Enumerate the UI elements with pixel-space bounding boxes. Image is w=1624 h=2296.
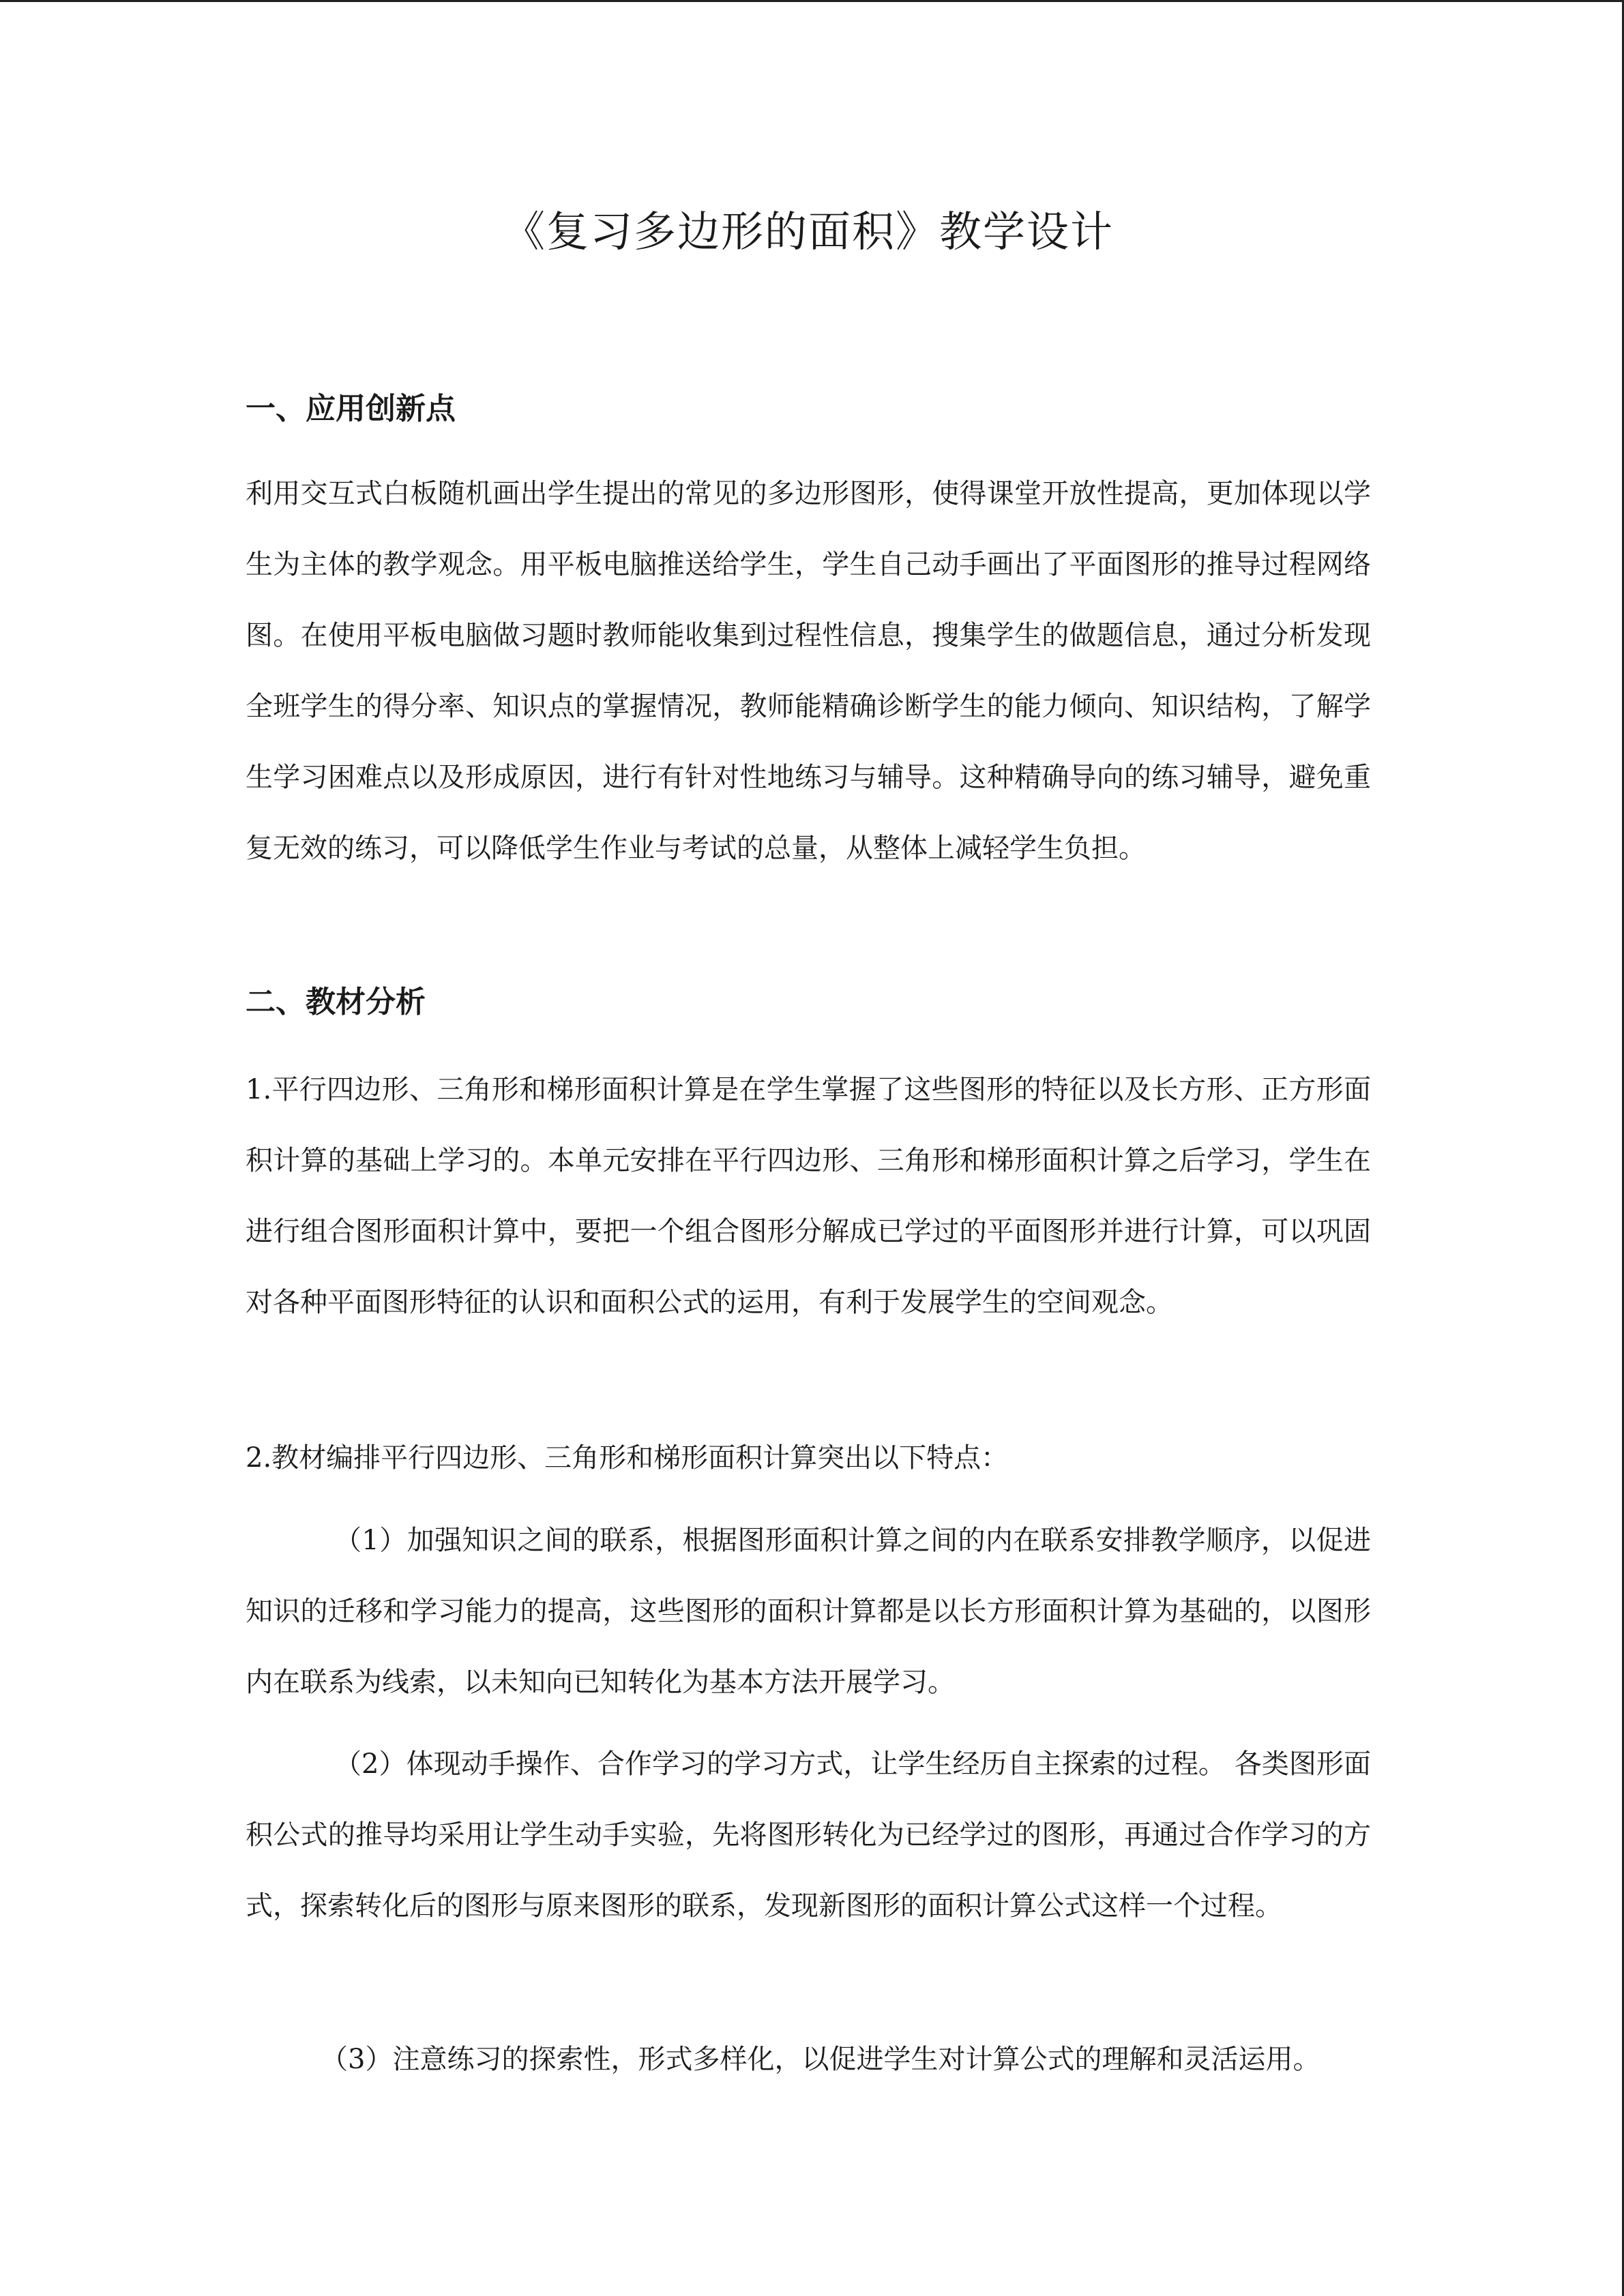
- paragraph-innovation: 利用交互式白板随机画出学生提出的常见的多边形图形，使得课堂开放性提高，更加体现以学生为主体的教学观念。用平板电脑推送给学生，学生自己动手画出了平面图形的推导过程网络图。在使用平板电脑做习题时教师能收集到过程性信息，搜集学生的做题信息，通过分析发现全班学生的得分率、知识点的掌握情况，教师能精确诊断学生的能力倾向、知识结构，了解学生学习困难点以及形成原因，进行有针对性地练习与辅导。这种精确导向的练习辅导，避免重复无效的练习，可以降低学生作业与考试的总量，从整体上减轻学生负担。: [246, 478, 1371, 864]
- paragraph-feature-2: （2）体现动手操作、合作学习的学习方式，让学生经历自主探索的过程。 各类图形面积公式的推导均采用让学生动手实验，先将图形转化为已经学过的图形，再通过合作学习的方式，探索转化后的图形与原来图形的联系，发现新图形的面积计算公式这样一个过程。: [246, 1748, 1371, 1922]
- section-heading-textbook-analysis: 二、教材分析: [246, 985, 426, 1019]
- paragraph-analysis-1: 1.平行四边形、三角形和梯形面积计算是在学生掌握了这些图形的特征以及长方形、正方形面积计算的基础上学习的。本单元安排在平行四边形、三角形和梯形面积计算之后学习，学生在进行组合图形面积计算中，要把一个组合图形分解成已学过的平面图形并进行计算，可以巩固对各种平面图形特征的认识和面积公式的运用，有利于发展学生的空间观念。: [246, 1074, 1371, 1318]
- paragraph-feature-1: （1）加强知识之间的联系，根据图形面积计算之间的内在联系安排教学顺序，以促进知识的迁移和学习能力的提高，这些图形的面积计算都是以长方形面积计算为基础的，以图形内在联系为线索，以未知向已知转化为基本方法开展学习。: [246, 1525, 1371, 1698]
- document-title: 《复习多边形的面积》教学设计: [502, 207, 1114, 256]
- paragraph-analysis-2: 2.教材编排平行四边形、三角形和梯形面积计算突出以下特点：: [246, 1442, 1009, 1474]
- section-heading-innovation: 一、应用创新点: [246, 391, 456, 426]
- paragraph-feature-3: （3）注意练习的探索性，形式多样化，以促进学生对计算公式的理解和灵活运用。: [321, 2044, 1320, 2075]
- page-top-border: [0, 0, 1624, 2]
